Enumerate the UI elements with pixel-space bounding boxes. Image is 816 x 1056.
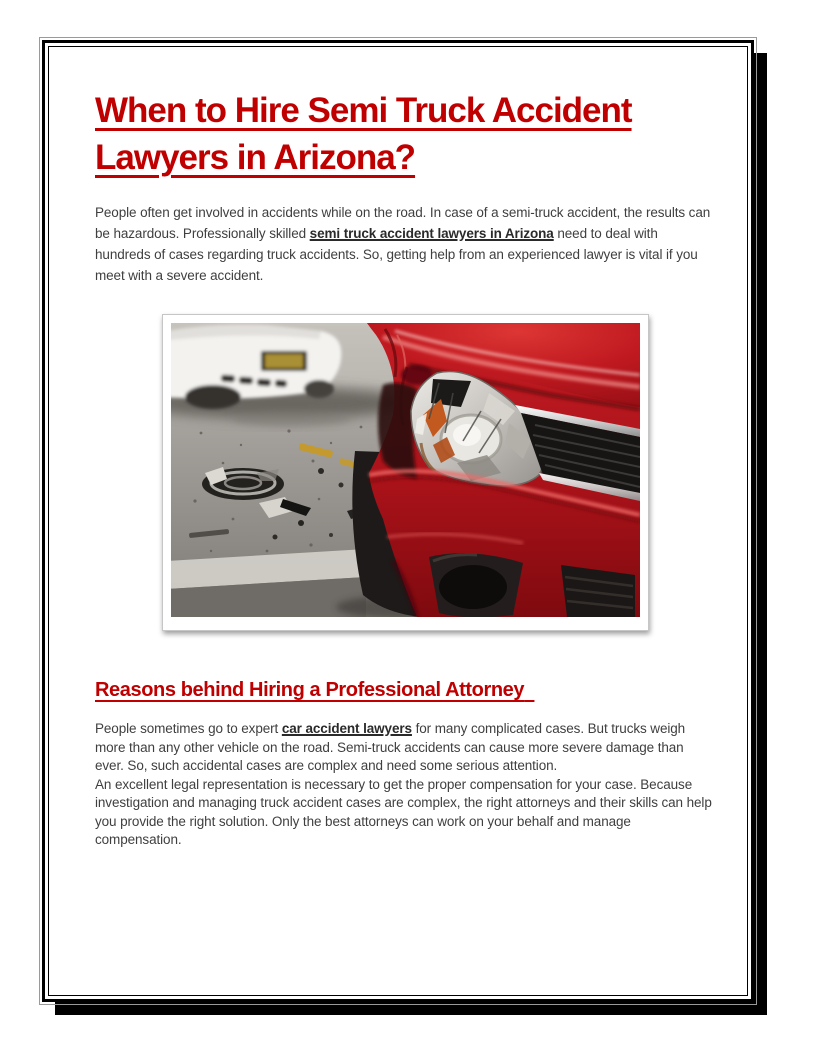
page-border-inner-line [48, 46, 748, 996]
accident-photo [171, 323, 640, 617]
accident-photo-frame [162, 314, 649, 631]
intro-text-after: need to deal with hundreds of cases regarding truck accidents. So, getting help from an experienced lawyer is vital if you meet with a severe accident. [95, 226, 698, 283]
article-title-line2: Lawyers in Arizona? [95, 138, 416, 177]
section-heading-underline-tail [524, 679, 534, 701]
intro-paragraph [95, 202, 715, 286]
article-title-line1: When to Hire Semi Truck Accident [95, 91, 632, 130]
section-heading-text: Reasons behind Hiring a Professional Attorney [95, 679, 525, 701]
document-content [49, 47, 747, 995]
section-heading [95, 677, 715, 703]
body-paragraph-2: An excellent legal representation is necessary to get the proper compensation for your case. Because investigation and managing truck accident cases are complex, the right attorneys and their skills can help you provide the right solution. Only the best attorneys can work on your behalf and manage compensation. [95, 776, 712, 847]
semi-truck-lawyers-link[interactable]: semi truck accident lawyers in Arizona [309, 226, 554, 241]
car-accident-lawyers-link[interactable]: car accident lawyers [281, 721, 412, 736]
body1-text-after: for many complicated cases. But trucks weigh more than any other vehicle on the road. Semi-truck accidents can cause more severe damage than ever. So, such accidental cases are complex and need some serious attention. [95, 721, 686, 773]
page-border-frame [42, 40, 754, 1002]
body-paragraph-1 [95, 720, 715, 776]
article-title [95, 87, 715, 181]
intro-text-before: People often get involved in accidents while on the road. In case of a semi-truck accident, the results can be hazardous. Professionally skilled [95, 205, 711, 241]
body1-text-before: People sometimes go to expert [95, 721, 282, 736]
